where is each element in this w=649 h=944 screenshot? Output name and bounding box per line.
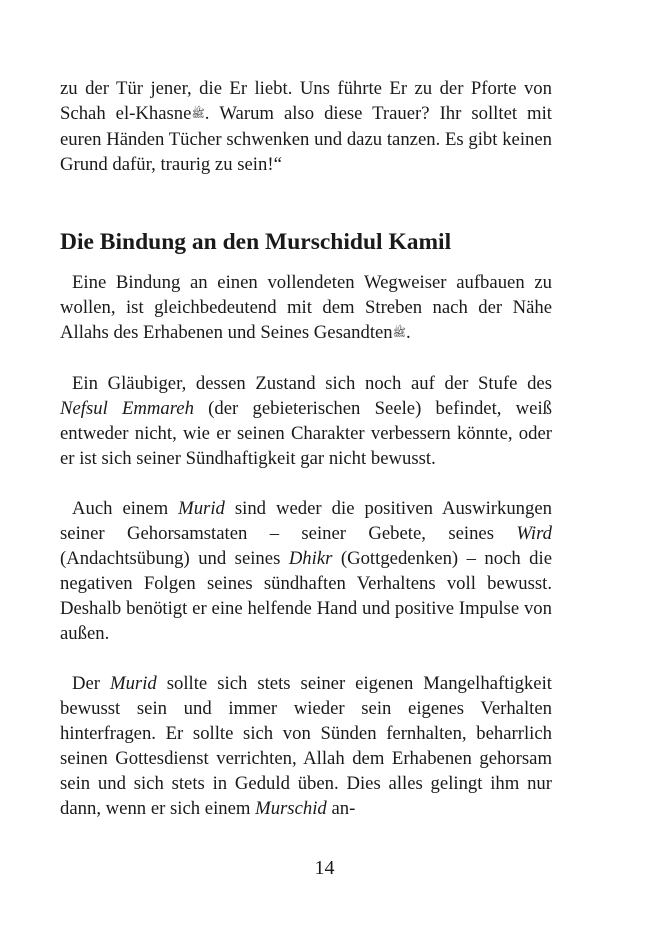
spacer: [60, 346, 552, 371]
italic-term: Murschid: [255, 798, 327, 819]
text-run: sollte sich stets seiner eigenen Mangelhaftigkeit bewusst sein und immer wieder sein eigenes Verhalten hinterfragen. Er sollte sich von Sünden fernhalten, beharrlich seinen Gottesdienst verrichten, Allah dem Erhabenen gehorsam sein und sich stets in Geduld üben. Dies alles gelingt ihm nur dann, wenn er sich einem: [60, 673, 552, 819]
text-run: . Warum also diese Trauer? Ihr solltet mit euren Händen Tücher schwenken und dazu tanzen. Es gibt keinen Grund dafür, traurig zu sein!“: [60, 103, 552, 175]
paragraph-glaeubiger: [60, 371, 552, 471]
italic-term: Murid: [110, 673, 157, 694]
text-run: Auch einem: [72, 498, 179, 519]
honorific-glyph: ﷺ: [191, 108, 205, 120]
paragraph-bindung: [60, 270, 552, 346]
text-run: .: [405, 322, 411, 343]
italic-term: Murid: [178, 498, 225, 519]
italic-term: Dhikr: [288, 548, 333, 569]
italic-term: Wird: [516, 523, 552, 544]
spacer: [60, 257, 552, 270]
text-run: (Gottgedenken) – noch die negativen Folgen seines sündhaften Verhaltens voll bewusst. Deshalb benötigt er eine helfende Hand und positive Impulse von außen.: [60, 548, 552, 644]
section-heading: Die Bindung an den Murschidul Kamil: [60, 229, 452, 255]
paragraph-mangelhaftigkeit: [60, 671, 552, 821]
text-run: zu der Tür jener, die Er liebt. Uns führte Er zu der Pforte von Schah el-Khasne: [60, 78, 552, 124]
text-run: Eine Bindung an einen vollendeten Wegweiser aufbauen zu wollen, ist gleichbedeutend mit dem Streben nach der Nähe Allahs des Erhabenen und Seines Gesandten: [60, 272, 552, 343]
italic-term: Nefsul Emmareh: [60, 398, 194, 419]
text-run: (der gebieterischen Seele) befindet, weiß entweder nicht, wie er seinen Charakter verbessern könnte, oder er ist sich seiner Sündhaftigkeit gar nicht bewusst.: [60, 398, 552, 469]
page-body: [60, 76, 552, 821]
page-number: 14: [314, 857, 335, 879]
text-run: Ein Gläubiger, dessen Zustand sich noch auf der Stufe des: [72, 373, 552, 394]
paragraph-continuation: [60, 76, 552, 177]
text-run: (Andachtsübung) und seines: [60, 548, 289, 569]
text-run: an-: [326, 798, 356, 819]
spacer: [60, 471, 552, 496]
honorific-glyph: ﷺ: [392, 327, 406, 339]
spacer: [60, 177, 552, 227]
spacer: [60, 646, 552, 671]
text-run: Der: [72, 673, 111, 694]
text-run: sind weder die positiven Auswirkungen seiner Gehorsamstaten – seiner Gebete, seines: [60, 498, 553, 544]
paragraph-murid: [60, 496, 552, 646]
